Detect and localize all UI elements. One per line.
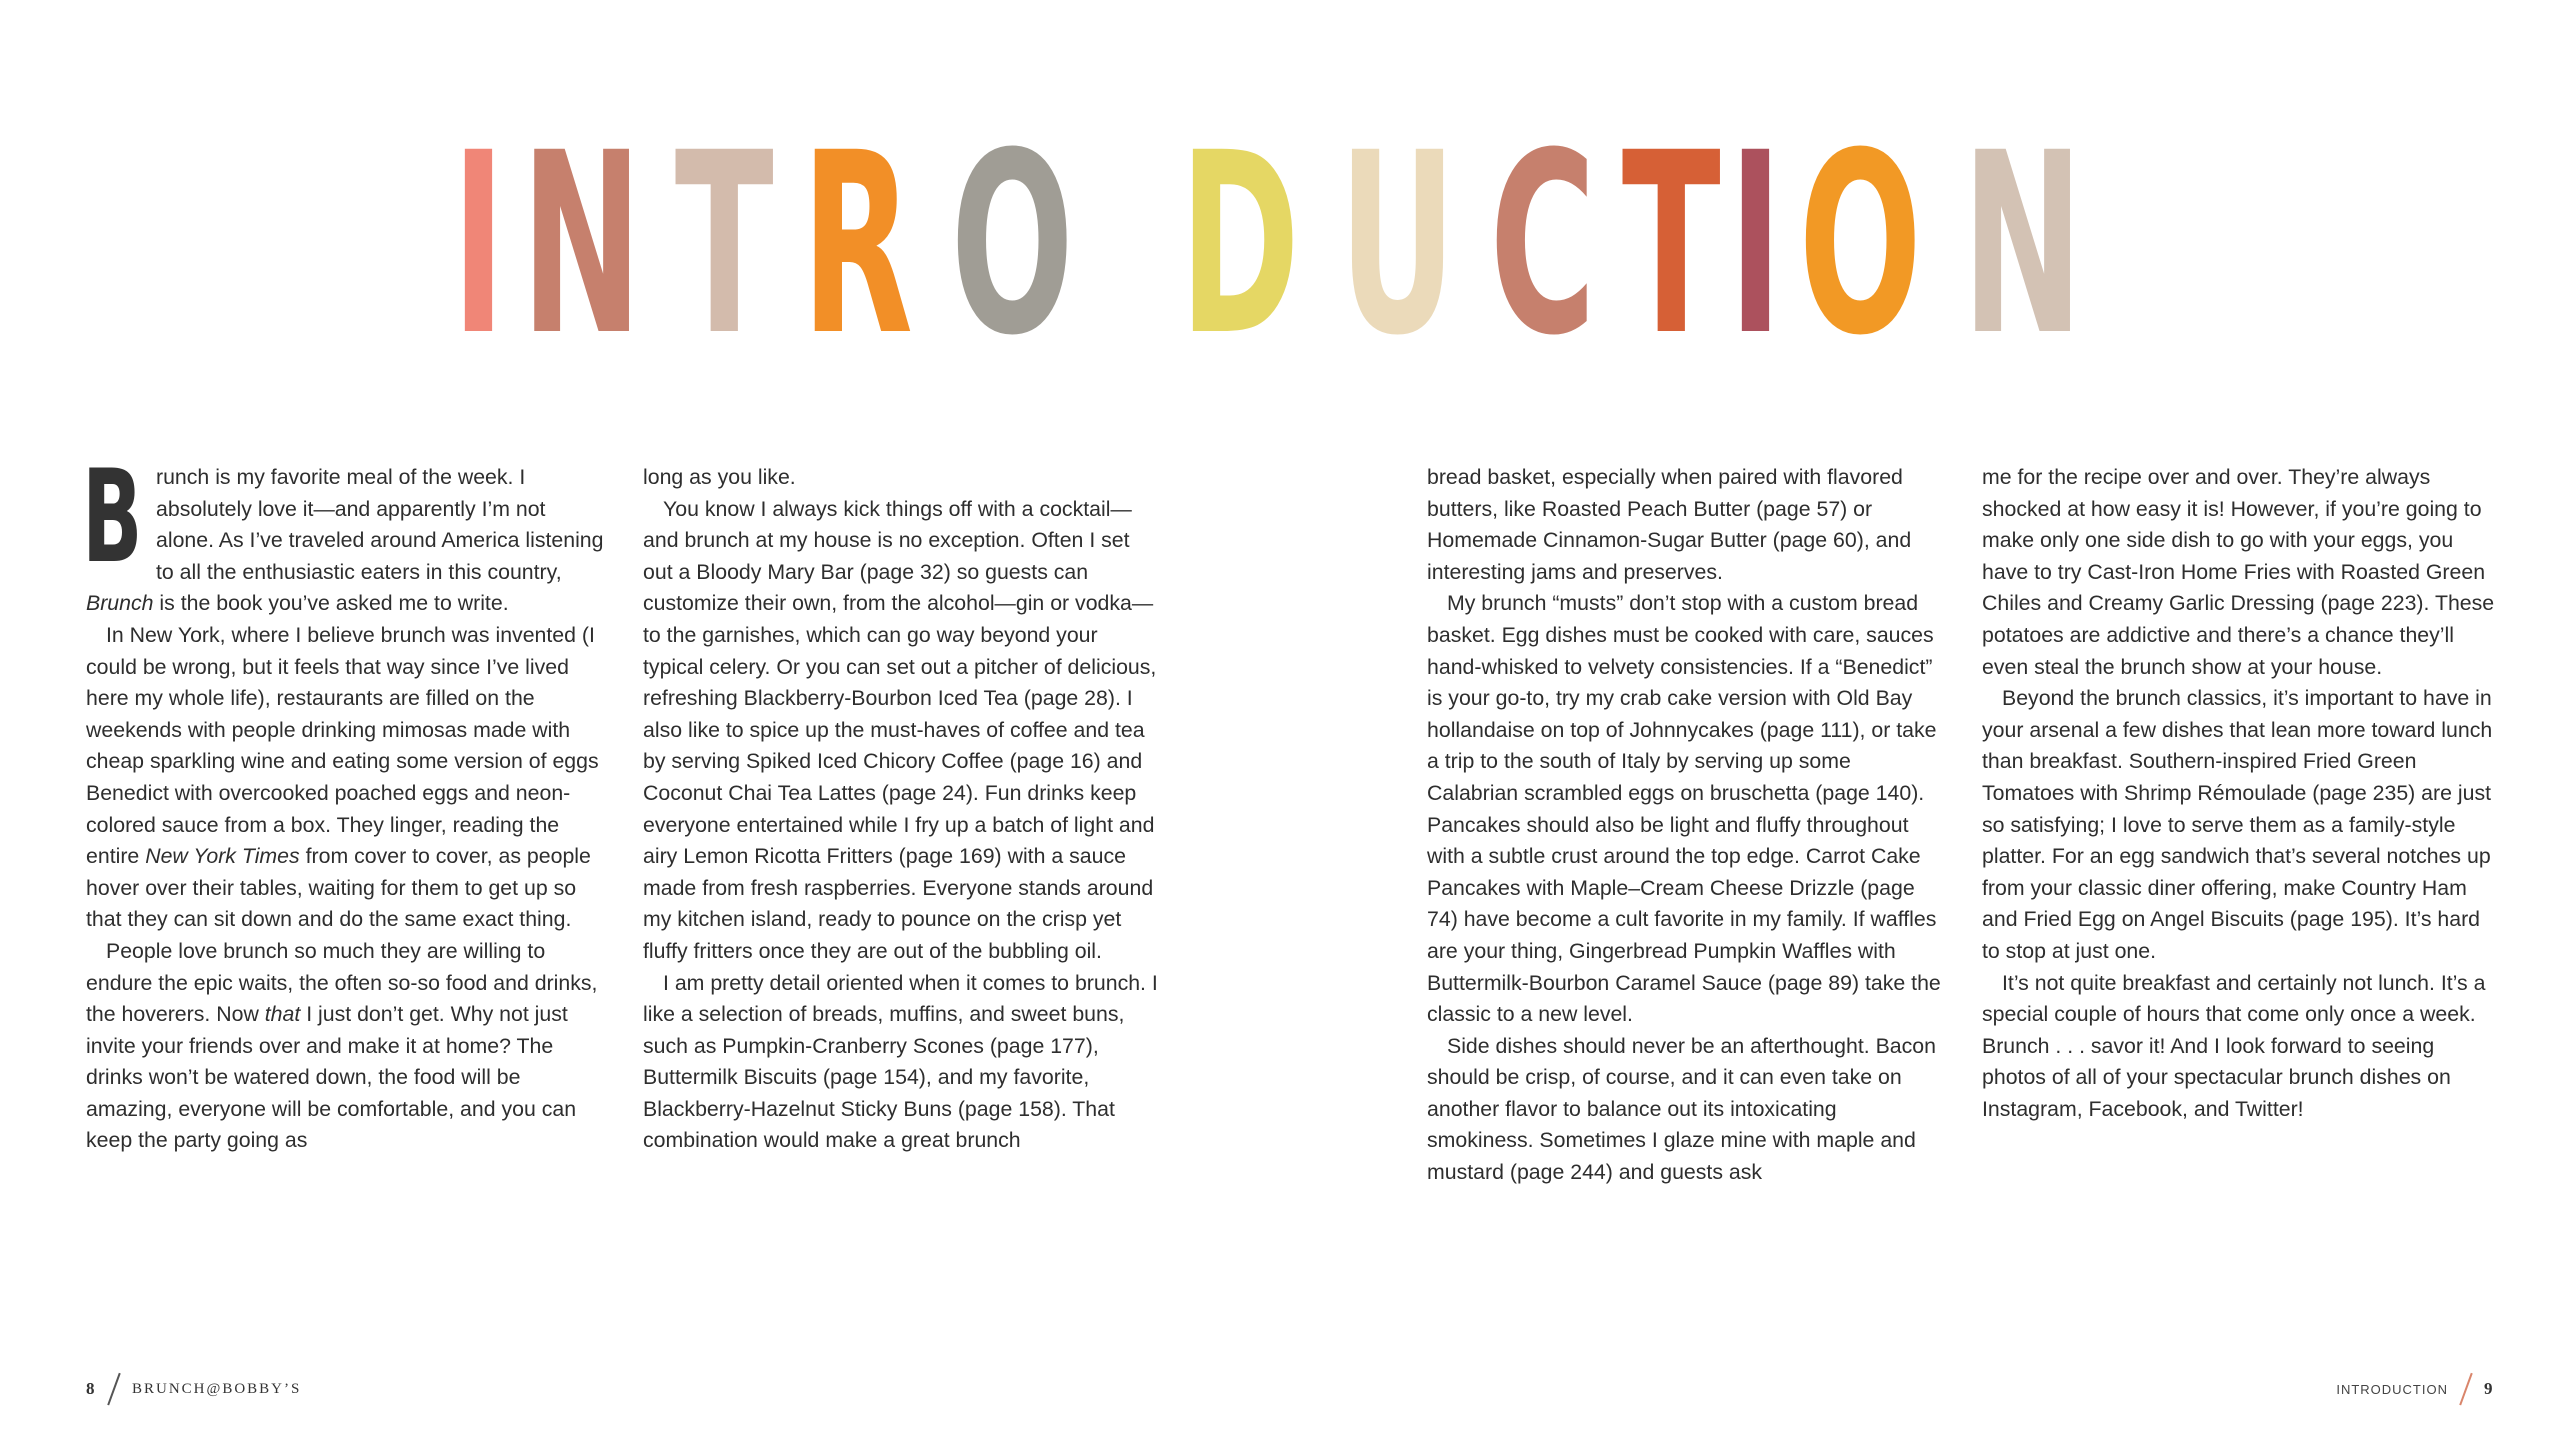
title-letter: I [451, 99, 506, 390]
text-column-1 [82, 443, 606, 1157]
paragraph: bread basket, especially when paired with flavored butters, like Roasted Peach Butter (page 57) or Homemade Cinnamon-Sugar Butter (page 60), and interesting jams and preserves. [1427, 465, 1912, 584]
drop-cap: B [82, 443, 143, 592]
title-letter: D [1179, 99, 1301, 390]
footer-right [2336, 1374, 2494, 1404]
paragraph: My brunch “musts” don’t stop with a custom bread basket. Egg dishes must be cooked with care, sauces hand-whisked to velvety consistencies. If a “Benedict” is your go-to, try my crab cake version with Old Bay hollandaise on top of Johnnycakes (page 111), or take a trip to the south of Italy by serving up some Calabrian scrambled eggs on bruschetta (page 140). Pancakes should also be light and fluffy throughout with a subtle crust around the top edge. Carrot Cake Pancakes with Maple–Cream Cheese Drizzle (page 74) have become a cult favorite in my family. If waffles are your thing, Gingerbread Pumpkin Waffles with Buttermilk-Bourbon Caramel Sauce (page 89) take the classic to a new level. [1427, 591, 1941, 1027]
footer-left [86, 1374, 301, 1404]
page-title [0, 99, 2560, 390]
paragraph: Beyond the brunch classics, it’s important to have in your arsenal a few dishes that lean more toward lunch than breakfast. Southern-inspired Fried Green Tomatoes with Shrimp Rémoulade (page 235) are just so satisfying; I love to serve them as a family-style platter. For an egg sandwich that’s several notches up from your classic diner offering, make Country Ham and Fried Egg on Angel Biscuits (page 195). It’s hard to stop at just one. [1982, 686, 2493, 963]
title-letter: C [1489, 99, 1596, 390]
title-letter: I [1728, 99, 1783, 390]
paragraph: Side dishes should never be an afterthought. Bacon should be crisp, of course, and it can even take on another flavor to balance out its intoxicating smokiness. Sometimes I glaze mine with maple and mustard (page 244) and guests ask [1427, 1033, 1936, 1185]
title-letter: O [950, 99, 1074, 390]
title-letter: U [1338, 99, 1457, 390]
text-column-4 [1982, 462, 2502, 1125]
text-column-3 [1427, 462, 1947, 1189]
paragraph: You know I always kick things off with a cocktail—and brunch at my house is no exception. Often I set out a Bloody Mary Bar (page 32) so guests can customize their own, from the alcohol—gin or vodka—to the garnishes, which can go way beyond your typical celery. Or you can set out a pitcher of delicious, refreshing Blackberry-Bourbon Iced Tea (page 28). I also like to spice up the must-haves of coffee and tea by serving Spiked Iced Chicory Coffee (page 16) and Coconut Chai Tea Lattes (page 24). Fun drinks keep everyone entertained while I fry up a batch of light and airy Lemon Ricotta Fritters (page 169) with a sauce made from fresh raspberries. Everyone stands around my kitchen island, ready to pounce on the crisp yet fluffy fritters once they are out of the bubbling oil. [643, 496, 1157, 963]
paragraph: In New York, where I believe brunch was invented (I could be wrong, but it feels that way since I’ve lived here my whole life), restaurants are filled on the weekends with people drinking mimosas made with cheap sparkling wine and eating some version of eggs Benedict with overcooked poached eggs and neon-colored sauce from a box. They linger, reading the entire New York Times from cover to cover, as people hover over their tables, waiting for them to get up so that they can sit down and do the same exact thing. [86, 622, 599, 932]
text-column-2 [643, 462, 1163, 1157]
title-letter: N [521, 99, 643, 390]
title-word-duction [1160, 99, 2103, 390]
paragraph: People love brunch so much they are willing to endure the epic waits, the often so-so food and drinks, the hoverers. Now that I just don’t get. Why not just invite your friends over and make it at home? The drinks won’t be watered down, the food will be amazing, everyone will be comfortable, and you can keep the party going as [86, 938, 598, 1153]
title-letter: O [1798, 99, 1922, 390]
title-letter: T [1622, 99, 1721, 390]
title-letter: R [801, 99, 914, 390]
chapter-label: INTRODUCTION [2336, 1381, 2448, 1397]
paragraph: It’s not quite breakfast and certainly not lunch. It’s a special couple of hours that come only once a week. Brunch . . . savor it! And I look forward to seeing photos of all of your spectacular brunch dishes on Instagram, Facebook, and Twitter! [1982, 970, 2486, 1121]
title-letter: T [674, 99, 774, 390]
page-number-right: 9 [2484, 1379, 2494, 1398]
title-letter: N [1962, 99, 2084, 390]
book-title: BRUNCH@BOBBY’S [132, 1380, 302, 1397]
slash-divider [104, 1374, 124, 1404]
paragraph: me for the recipe over and over. They’re always shocked at how easy it is! However, if you’re going to make only one side dish to go with your eggs, you have to try Cast-Iron Home Fries with Roasted Green Chiles and Creamy Garlic Dressing (page 223). These potatoes are addictive and there’s a chance they’ll even steal the brunch show at your house. [1982, 465, 2495, 679]
paragraph: long as you like. [643, 465, 796, 489]
paragraph: I am pretty detail oriented when it comes to brunch. I like a selection of breads, muffins, and sweet buns, such as Pumpkin-Cranberry Scones (page 177), Buttermilk Biscuits (page 154), and my favorite, Blackberry-Hazelnut Sticky Buns (page 158). That combination would make a great brunch [643, 970, 1158, 1153]
title-word-intro [451, 99, 1094, 390]
paragraph: Brunch is my favorite meal of the week. I absolutely love it—and apparently I’m not alone. As I’ve traveled around America listening to all the enthusiastic eaters in this country, Brunch is the book you’ve asked me to write. [82, 443, 604, 616]
page-number-left: 8 [86, 1379, 96, 1398]
slash-divider [2456, 1374, 2476, 1404]
